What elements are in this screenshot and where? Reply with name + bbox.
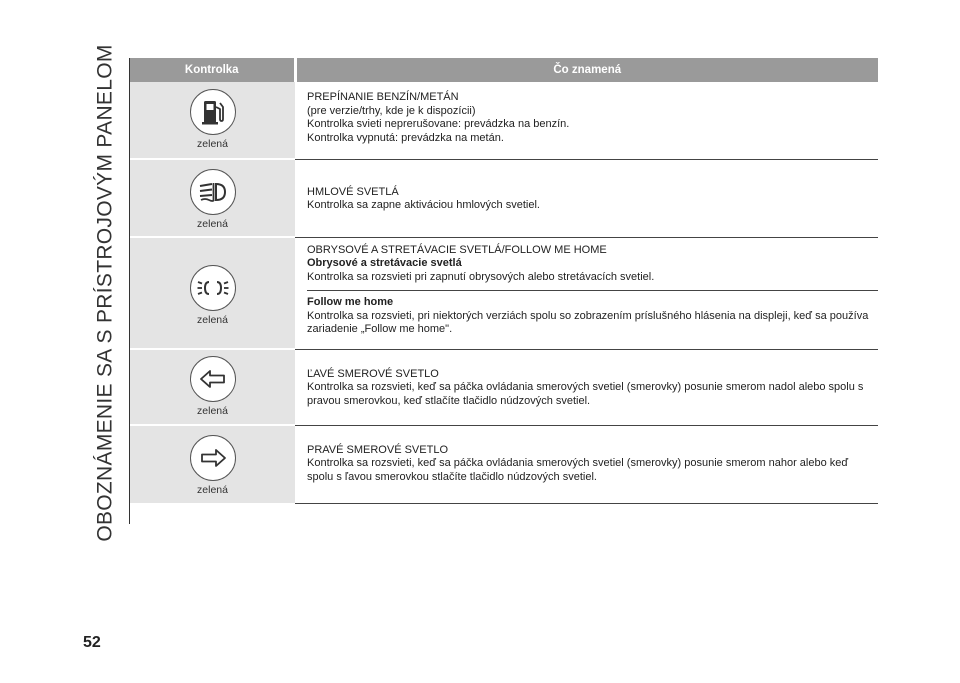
meaning-line: Kontrolka sa rozsvieti, pri niektorých verziách spolu so zobrazením príslušného hlásenia na displeji, keď sa používa zariadenie „Follow me home".	[307, 309, 869, 335]
meaning-title: PRAVÉ SMEROVÉ SVETLO	[307, 443, 449, 456]
indicator-cell	[130, 425, 295, 503]
page-number: 52	[83, 634, 101, 651]
meaning-line: Kontrolka vypnutá: prevádzka na metán.	[307, 131, 504, 144]
meaning-cell	[295, 237, 878, 349]
meaning-cell	[295, 82, 878, 159]
fuel-pump-icon	[190, 89, 236, 135]
color-label: zelená	[197, 314, 228, 326]
meaning-title: HMLOVÉ SVETLÁ	[307, 185, 399, 198]
position-lights-icon	[190, 265, 236, 311]
fog-light-icon	[190, 169, 236, 215]
side-chapter-title-text: OBOZNÁMENIE SA S PRÍSTROJOVÝM PANELOM	[94, 44, 117, 542]
subsection-title: Follow me home	[307, 296, 394, 308]
indicator-table	[130, 58, 878, 504]
meaning-line: Kontrolka sa rozsvieti pri zapnutí obrysových alebo stretávacích svetiel.	[307, 270, 655, 283]
meaning-line: Kontrolka svieti neprerušovane: prevádzka na benzín.	[307, 118, 570, 130]
indicator-cell	[130, 159, 295, 237]
header-indicator: Kontrolka	[130, 58, 295, 82]
table-row	[130, 425, 878, 503]
subsection-title: Obrysové a stretávacie svetlá	[307, 257, 462, 269]
meaning-line: Kontrolka sa zapne aktiváciou hmlových svetiel.	[307, 199, 540, 211]
meaning-line: (pre verzie/trhy, kde je k dispozícii)	[307, 104, 476, 117]
meaning-title: OBRYSOVÉ A STRETÁVACIE SVETLÁ/FOLLOW ME HOME	[307, 243, 607, 256]
table-header-row	[130, 58, 878, 82]
left-arrow-icon	[190, 356, 236, 402]
table-row	[130, 82, 878, 159]
color-label: zelená	[197, 218, 228, 230]
subsection-divider	[307, 290, 878, 291]
meaning-line: Kontrolka sa rozsvieti, keď sa páčka ovládania smerových svetiel (smerovky) posunie smerom nahor alebo keď spolu s ľavou smerovkou stlačíte tlačidlo núdzových svetiel.	[307, 457, 849, 483]
table-row	[130, 159, 878, 237]
header-meaning: Čo znamená	[295, 58, 878, 82]
side-chapter-title	[86, 44, 126, 542]
meaning-cell	[295, 159, 878, 237]
table-row	[130, 237, 878, 349]
table-row	[130, 349, 878, 425]
meaning-cell	[295, 425, 878, 503]
color-label: zelená	[197, 405, 228, 417]
color-label: zelená	[197, 138, 228, 150]
meaning-title: PREPÍNANIE BENZÍN/METÁN	[307, 91, 459, 103]
meaning-title: ĽAVÉ SMEROVÉ SVETLO	[307, 367, 439, 380]
meaning-cell	[295, 349, 878, 425]
meaning-line: Kontrolka sa rozsvieti, keď sa páčka ovládania smerových svetiel (smerovky) posunie smerom nadol alebo spolu s pravou smerovkou, keď stlačíte tlačidlo núdzových svetiel.	[307, 381, 864, 407]
indicator-cell	[130, 82, 295, 159]
right-arrow-icon	[190, 435, 236, 481]
indicator-cell	[130, 237, 295, 349]
color-label: zelená	[197, 484, 228, 496]
indicator-cell	[130, 349, 295, 425]
